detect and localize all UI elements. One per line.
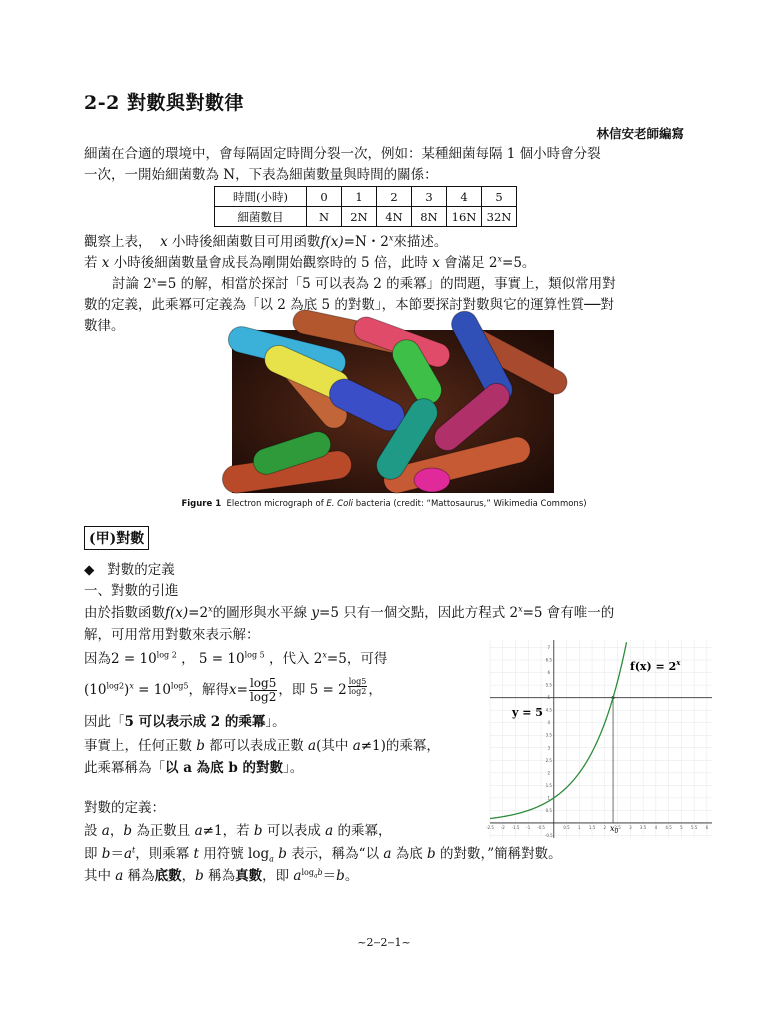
because-line: 因為$2 = 10^{log 2}$ ， $5 = 10^{log 5}$ ，代入 $2^x=5$，可得 [84,650,388,667]
table-cell: 2N [342,207,377,227]
x-tick-label: 3.5 [639,824,647,830]
y-tick-label: 3.5 [545,732,552,738]
y-tick-label: 6.5 [545,657,552,663]
intro-log-line-2: 解，可用常用對數來表示解： [84,627,260,643]
hence-line: 因此「5 可以表示成 2 的乘冪」。 [84,714,286,730]
intro-line-2: 一次，一開始細菌數為 N，下表為細菌數量與時間的關係： [84,167,438,183]
table-cell: 4 [447,187,482,207]
table-header-time: 時間(小時) [215,187,307,207]
x-tick-label: 4 [654,824,658,830]
intro-line-1: 細菌在合適的環境中，會每隔固定時間分裂一次，例如：某種細菌每隔 1 個小時會分裂 [84,146,601,162]
x-tick-label: 2.5 [614,824,621,830]
y-tick-label: 5 [547,695,551,701]
five-times-line: 若 x 小時後細菌數量會成長為剛開始觀察時的 5 倍，此時 x 會滿足 $2^x=5$。 [84,254,536,271]
x-tick-label: 5 [680,824,683,830]
table-cell: N [307,207,342,227]
x-tick-label: 1.5 [588,824,596,830]
definition-heading: 對數的定義： [84,800,165,816]
x-tick-label: 3 [629,824,632,830]
table-cell: 2 [377,187,412,207]
y-tick-label: 6 [547,670,551,676]
fact-line-1: 事實上，任何正數 b 都可以表成正數 a(其中 a≠1)的乘冪， [84,738,440,754]
table-row-time [215,187,517,207]
table-cell: 4N [377,207,412,227]
solve-line: $(10^{log2})^x = 10^{log5}$，解得x= $\frac{\log 5}{\log 2}$ ，即 5 = 2 $^{\frac{\log 5}{\log 2}}$ ， [84,676,382,704]
x-tick-label: 2 [603,824,607,830]
definition-line-1: 設 a，b 為正數且 a≠1，若 b 可以表成 a 的乘冪， [84,823,392,839]
definition-line-3: 其中 a 稱為底數，b 稱為真數，即 $a^{log_ab}=b$。 [84,867,359,884]
x0-label: $x_0$ [610,824,619,835]
y-tick-label: 4.5 [545,707,552,713]
y-tick-label: -0.5 [544,832,553,838]
table-row-count [215,207,517,227]
intro-log-line-1: 由於指數函數$f(x)=2^x$的圖形與水平線 y=5 只有一個交點，因此方程式 $2^x=5$ 會有唯一的 [84,604,615,621]
table-header-count: 細菌數目 [215,207,307,227]
section-heading: (甲)對數 [84,526,149,550]
y-tick-label: 1.5 [545,782,552,788]
y-tick-label: 1 [547,795,551,801]
diamond-bullet-icon: ◆ [84,562,95,578]
x-tick-label: -2.5 [486,824,494,830]
table-cell: 32N [482,207,517,227]
bacteria-micrograph [232,330,554,493]
y-tick-label: 0.5 [545,807,552,813]
y-tick-label: 7 [547,645,551,651]
x-tick-label: 1 [578,824,581,830]
definition-line-2: 即 $b=a^t$，則乘冪 t 用符號 $\log_a b$ 表示，稱為“以 a 為底 b 的對數，”簡稱對數。 [84,845,562,864]
page-title: 2-2 對數與對數律 [84,92,244,114]
hline-label: y = 5 [512,706,543,719]
table-cell: 1 [342,187,377,207]
exp-fraction: log5 log2 [348,677,367,696]
discuss-line-2: 數的定義，此乘冪可定義為「以 2 為底 5 的對數」，本節要探討對數與它的運算性質──對 [84,297,614,313]
discuss-line-3: 數律。 [84,318,125,334]
x-tick-label: -1 [526,824,531,830]
x-tick-label: 5.5 [690,824,698,830]
x-tick-label: -0.5 [537,824,545,830]
observe-line: 觀察上表， x 小時後細菌數目可用函數f(x)=N・2$^x$來描述。 [84,233,448,250]
x-tick-label: -2 [500,824,505,830]
subsection-heading: ◆ 對數的定義 [84,562,175,578]
table-cell: 8N [412,207,447,227]
bacteria-table [214,186,517,227]
fact-line-2: 此乘冪稱為「以 a 為底 b 的對數」。 [84,760,304,776]
y-tick-label: 2.5 [545,757,552,763]
table-cell: 0 [307,187,342,207]
table-cell: 3 [412,187,447,207]
x-tick-label: 0.5 [563,824,570,830]
figure-caption: Figure 1 Electron micrograph of E. Coli bacteria (credit: “Mattosaurus,” Wikimedia Commons) [181,499,587,509]
author-credit: 林信安老師編寫 [596,126,684,141]
exponential-curve [490,642,627,818]
y-tick-label: 3 [547,745,551,751]
x-tick-label: 4.5 [665,824,672,830]
function-label: $f(x) = 2^x$ [630,658,681,673]
y-tick-label: 4 [547,720,551,726]
y-tick-label: 2 [547,770,551,776]
bacteria-illustration [232,330,554,493]
log-fraction: $\frac{\log 5}{\log 2}$ [249,676,277,704]
table-cell: 16N [447,207,482,227]
subsection-sub: 一、對數的引進 [84,583,179,599]
page-number: ~2‒2‒1~ [357,936,411,949]
x-tick-label: -1.5 [511,824,520,830]
table-cell: 5 [482,187,517,207]
y-tick-label: 5.5 [545,682,552,688]
graph-canvas [486,640,712,838]
discuss-line-1: 討論 $2^x=5$ 的解，相當於探討「5 可以表為 2 的乘冪」的問題，事實上，類似常用對 [112,275,616,292]
x-tick-label: 6 [705,824,709,830]
exponential-graph [486,640,712,838]
